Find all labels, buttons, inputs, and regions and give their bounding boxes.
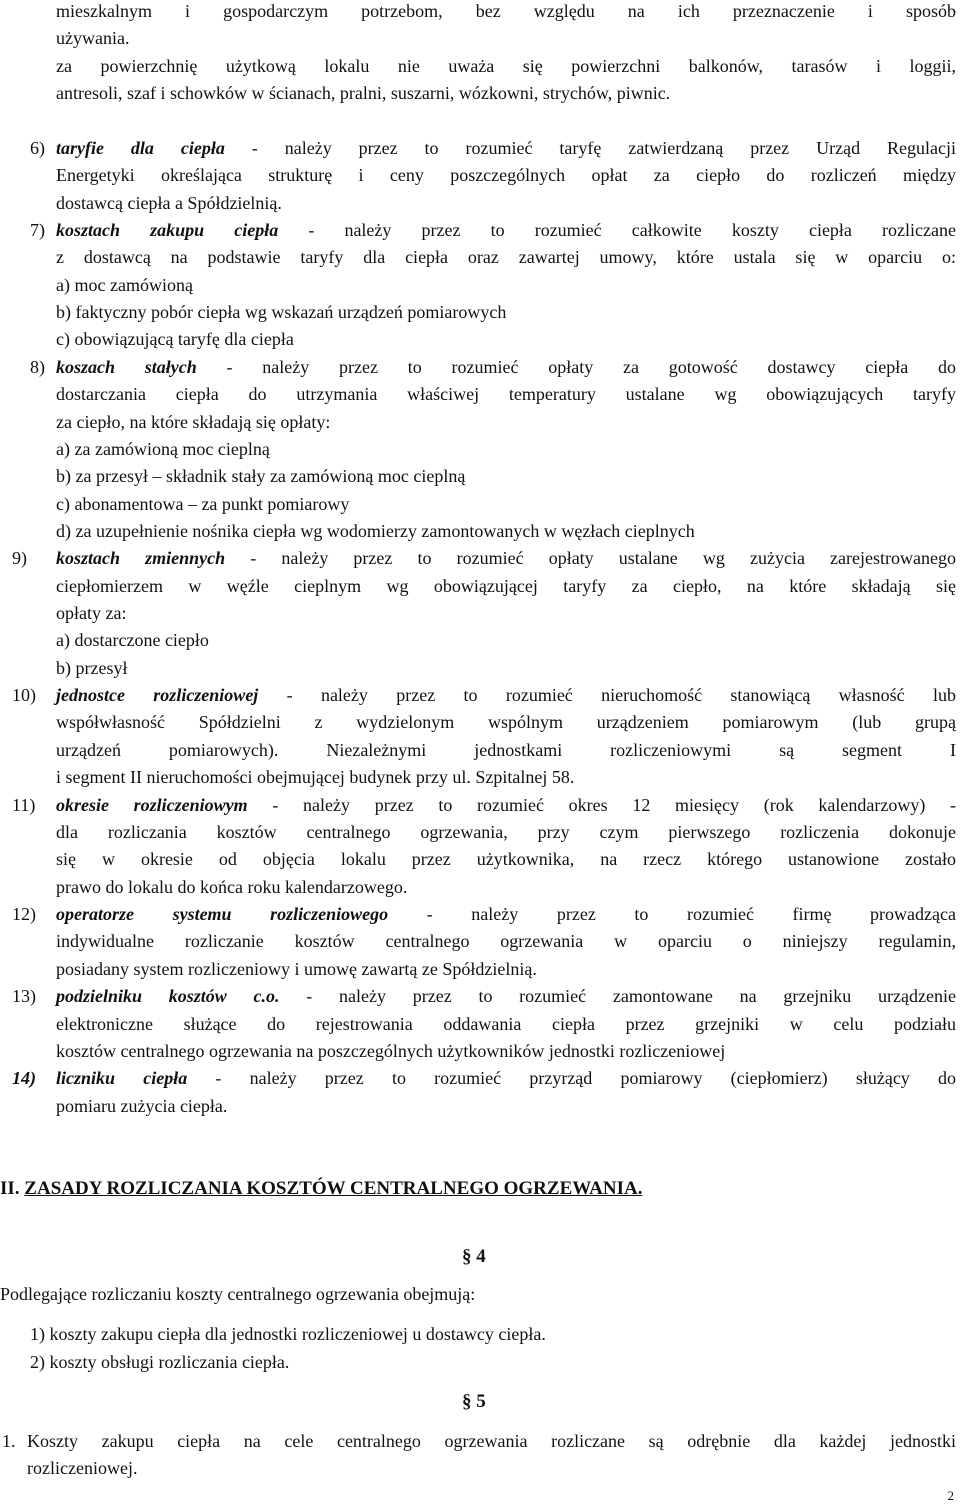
- item-10-line-2: współwłasność Spółdzielni z wydzielonym wspólnym urządzeniem pomiarowym (lub grupą: [56, 712, 956, 732]
- item-7-sub-b: b) faktyczny pobór ciepła wg wskazań urządzeń pomiarowych: [56, 302, 507, 322]
- item-14-term: liczniku ciepła: [56, 1068, 188, 1088]
- item-8-line-2: dostarczania ciepła do utrzymania właściwej temperatury ustalane wg obowiązujących taryfy: [56, 384, 956, 404]
- item-10-term: jednostce rozliczeniowej: [56, 685, 259, 705]
- intro-line-3: za powierzchnię użytkową lokalu nie uważa się powierzchni balkonów, tarasów i loggii,: [56, 56, 956, 76]
- item-7-sub-a: a) moc zamówioną: [56, 275, 193, 295]
- item-6-number: 6): [30, 138, 45, 158]
- item-10-line-1: jednostce rozliczeniowej - należy przez to rozumieć nieruchomość stanowiącą własność lub: [56, 685, 956, 705]
- item-14-line-1: liczniku ciepła - należy przez to rozumieć przyrząd pomiarowy (ciepłomierz) służący do: [56, 1068, 957, 1088]
- item-13-line-2: elektroniczne służące do rejestrowania oddawania ciepła przez grzejniki w celu podziału: [56, 1014, 956, 1034]
- item-7-number: 7): [30, 220, 45, 240]
- item-8-sub-c: c) abonamentowa – za punkt pomiarowy: [56, 494, 350, 514]
- paragraph-4-mark: § 4: [462, 1246, 486, 1267]
- section-roman: II.: [0, 1178, 20, 1199]
- item-11-line-2: dla rozliczania kosztów centralnego ogrzewania, przy czym pierwszego rozliczenia dokonuje: [56, 822, 956, 842]
- item-14-number: 14): [12, 1068, 36, 1088]
- item-9-line-3: opłaty za:: [56, 603, 127, 623]
- item-8-term: koszach stałych: [56, 357, 197, 377]
- item-7-sub-c: c) obowiązującą taryfę dla ciepła: [56, 329, 294, 349]
- item-8-sub-a: a) za zamówioną moc cieplną: [56, 439, 270, 459]
- item-6-term: taryfie dla ciepła: [56, 138, 225, 158]
- intro-line-4: antresoli, szaf i schowków w ścianach, pralni, suszarni, wózkowni, strychów, piwnic.: [56, 83, 671, 103]
- item-12-line-2: indywidualne rozliczanie kosztów centralnego ogrzewania w oparciu o niniejszy regulamin,: [56, 931, 956, 951]
- section-heading: [0, 1175, 642, 1202]
- item-6-line-1: taryfie dla ciepła - należy przez to rozumieć taryfę zatwierdzaną przez Urząd Regulacji: [56, 138, 956, 158]
- item-8-line-1: koszach stałych - należy przez to rozumieć opłaty za gotowość dostawcy ciepła do: [56, 357, 956, 377]
- item-10-line-4: i segment II nieruchomości obejmującej budynek przy ul. Szpitalnej 58.: [56, 767, 575, 787]
- item-6-line-3: dostawcą ciepła a Spółdzielnią.: [56, 193, 282, 213]
- item-13-line-1: podzielniku kosztów c.o. - należy przez to rozumieć zamontowane na grzejniku urządzenie: [56, 986, 956, 1006]
- item-14-line-2: pomiaru zużycia ciepła.: [56, 1096, 228, 1116]
- item-12-term: operatorze systemu rozliczeniowego: [56, 904, 389, 924]
- item-10-line-3: urządzeń pomiarowych). Niezależnymi jednostkami rozliczeniowymi są segment I: [56, 740, 956, 760]
- item-8-sub-b: b) za przesył – składnik stały za zamówioną moc cieplną: [56, 466, 466, 486]
- paragraph-5-point-1-line-1: Koszty zakupu ciepła na cele centralnego ogrzewania rozliczane są odrębnie dla każdej jednostki: [27, 1431, 956, 1451]
- item-11-term: okresie rozliczeniowym: [56, 795, 248, 815]
- page-number: 2: [947, 1488, 954, 1503]
- item-10-number: 10): [12, 685, 36, 705]
- item-8-line-3: za ciepło, na które składają się opłaty:: [56, 412, 331, 432]
- intro-line-2: używania.: [56, 28, 130, 48]
- item-11-line-4: prawo do lokalu do końca roku kalendarzowego.: [56, 877, 408, 897]
- paragraph-4-point-1: 1) koszty zakupu ciepła dla jednostki rozliczeniowej u dostawcy ciepła.: [30, 1324, 546, 1344]
- item-12-number: 12): [12, 904, 36, 924]
- section-title: ZASADY ROZLICZANIA KOSZTÓW CENTRALNEGO OGRZEWANIA.: [24, 1178, 643, 1199]
- paragraph-5-point-1-line-2: rozliczeniowej.: [27, 1458, 138, 1478]
- intro-line-1: mieszkalnym i gospodarczym potrzebom, bez względu na ich przeznaczenie i sposób: [56, 1, 956, 21]
- item-9-line-2: ciepłomierzem w węźle cieplnym wg obowiązującej taryfy za ciepło, na które składają się: [56, 576, 956, 596]
- item-7-term: kosztach zakupu ciepła: [56, 220, 279, 240]
- item-8-sub-d: d) za uzupełnienie nośnika ciepła wg wodomierzy zamontowanych w węzłach cieplnych: [56, 521, 695, 541]
- item-7-line-1: kosztach zakupu ciepła - należy przez to rozumieć całkowite koszty ciepła rozliczane: [56, 220, 956, 240]
- item-9-number: 9): [12, 548, 27, 568]
- item-9-sub-b: b) przesył: [56, 658, 128, 678]
- item-8-number: 8): [30, 357, 45, 377]
- paragraph-5-mark: § 5: [462, 1391, 486, 1412]
- paragraph-4-point-2: 2) koszty obsługi rozliczania ciepła.: [30, 1352, 290, 1372]
- item-13-number: 13): [12, 986, 36, 1006]
- item-11-line-3: się w okresie od objęcia lokalu przez użytkownika, na rzecz którego ustanowione zostało: [56, 849, 956, 869]
- item-12-line-1: operatorze systemu rozliczeniowego - należy przez to rozumieć firmę prowadząca: [56, 904, 956, 924]
- paragraph-5-point-1-number: 1.: [2, 1431, 16, 1451]
- paragraph-4-intro: Podlegające rozliczaniu koszty centralnego ogrzewania obejmują:: [0, 1284, 476, 1304]
- item-7-line-2: z dostawcą na podstawie taryfy dla ciepła oraz zawartej umowy, które ustala się w oparciu o:: [56, 247, 956, 267]
- item-9-sub-a: a) dostarczone ciepło: [56, 630, 209, 650]
- item-6-line-2: Energetyki określająca strukturę i ceny poszczególnych opłat za ciepło do rozliczeń między: [56, 165, 956, 185]
- item-13-term: podzielniku kosztów c.o.: [56, 986, 280, 1006]
- item-12-line-3: posiadany system rozliczeniowy i umowę zawartą ze Spółdzielnią.: [56, 959, 537, 979]
- item-11-line-1: okresie rozliczeniowym - należy przez to rozumieć okres 12 miesięcy (rok kalendarzowy) -: [56, 795, 957, 815]
- item-9-line-1: kosztach zmiennych - należy przez to rozumieć opłaty ustalane wg zużycia zarejestrowanego: [56, 548, 956, 568]
- item-9-term: kosztach zmiennych: [56, 548, 226, 568]
- item-13-line-3: kosztów centralnego ogrzewania na poszczególnych użytkowników jednostki rozliczeniowej: [56, 1041, 726, 1061]
- item-11-number: 11): [12, 795, 36, 815]
